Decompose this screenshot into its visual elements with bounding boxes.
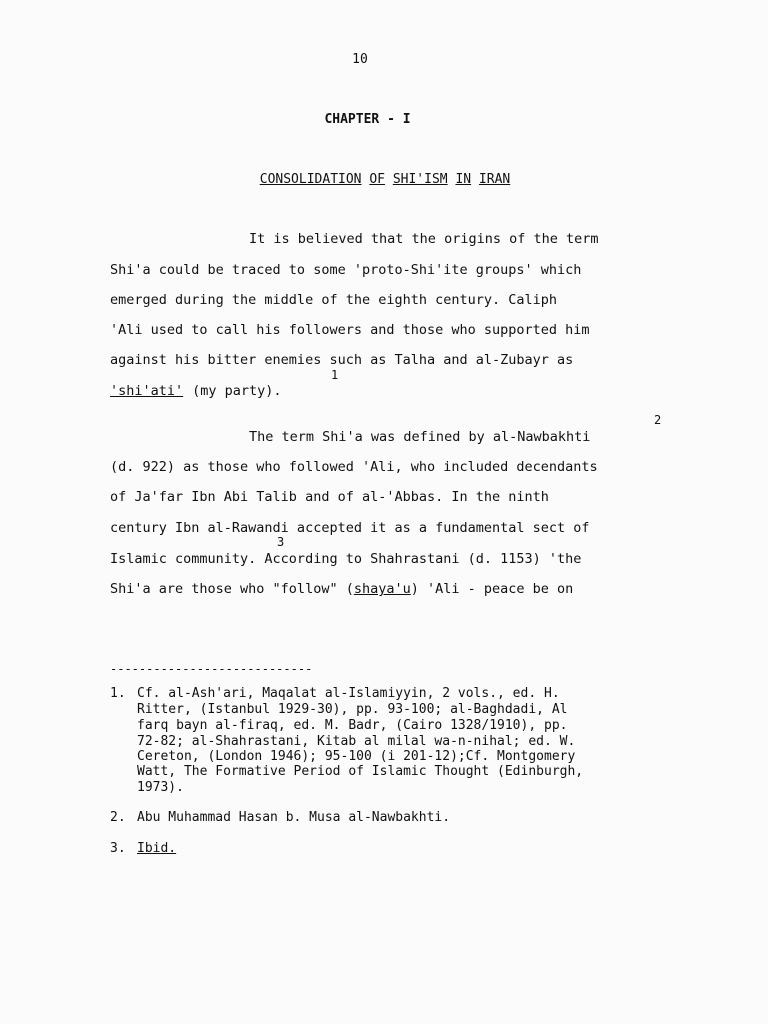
footnote-number: 3.: [110, 841, 126, 856]
footnote-marker: 1: [331, 368, 339, 382]
title-word: IRAN: [478, 172, 511, 187]
footnote-line: Cf. al-Ash'ari, Maqalat al-Islamiyyin, 2 vols., ed. H.: [137, 686, 560, 701]
title-word: OF: [369, 172, 385, 187]
body-line: Shi'a could be traced to some 'proto-Shi'ite groups' which: [110, 262, 582, 278]
body-line: of Ja'far Ibn Abi Talib and of al-'Abbas. In the ninth: [110, 489, 549, 505]
footnote-ibid: Ibid.: [137, 841, 177, 856]
chapter-title: [0, 172, 768, 187]
footnote-line: Abu Muhammad Hasan b. Musa al-Nawbakhti.: [137, 810, 451, 825]
body-line: 'Ali used to call his followers and those who supported him: [110, 322, 590, 338]
chapter-heading: CHAPTER - I: [324, 112, 411, 127]
footnote-line: Cereton, (London 1946); 95-100 (i 201-12);Cf. Montgomery: [137, 749, 576, 764]
footnote-marker: 3: [277, 535, 285, 549]
footnote-line: 1973).: [137, 780, 184, 795]
body-line: Shi'a are those who "follow" (shaya'u) 'Ali - peace be on: [110, 581, 574, 597]
footnote-line: 72-82; al-Shahrastani, Kitab al milal wa-n-nihal; ed. W.: [137, 734, 576, 749]
footnote-number: 2.: [110, 810, 126, 825]
title-word: CONSOLIDATION: [259, 172, 362, 187]
body-line: The term Shi'a was defined by al-Nawbakhti: [249, 429, 591, 445]
body-line: against his bitter enemies such as Talha and al-Zubayr as: [110, 352, 574, 368]
body-line: Islamic community. According to Shahrastani (d. 1153) 'the: [110, 551, 582, 567]
title-word: IN: [455, 172, 472, 187]
footnote-line: farq bayn al-firaq, ed. M. Badr, (Cairo 1328/1910), pp.: [137, 718, 568, 733]
title-word: SHI'ISM: [392, 172, 448, 187]
footnote-separator: ----------------------------: [110, 662, 313, 676]
page-number: 10: [352, 52, 368, 67]
body-line: 'shi'ati' (my party).: [110, 383, 282, 399]
body-line: (d. 922) as those who followed 'Ali, who included decendants: [110, 459, 598, 475]
body-line: century Ibn al-Rawandi accepted it as a fundamental sect of: [110, 520, 590, 536]
term-shiati: 'shi'ati': [110, 383, 184, 399]
body-line: emerged during the middle of the eighth century. Caliph: [110, 292, 558, 308]
footnote-number: 1.: [110, 686, 126, 701]
footnote-line: Watt, The Formative Period of Islamic Thought (Edinburgh,: [137, 764, 584, 779]
footnote-line: Ritter, (Istanbul 1929-30), pp. 93-100; al-Baghdadi, Al: [137, 702, 568, 717]
term-shayau: shaya'u: [353, 581, 411, 597]
body-line: It is believed that the origins of the term: [249, 231, 599, 247]
footnote-marker: 2: [654, 413, 662, 427]
